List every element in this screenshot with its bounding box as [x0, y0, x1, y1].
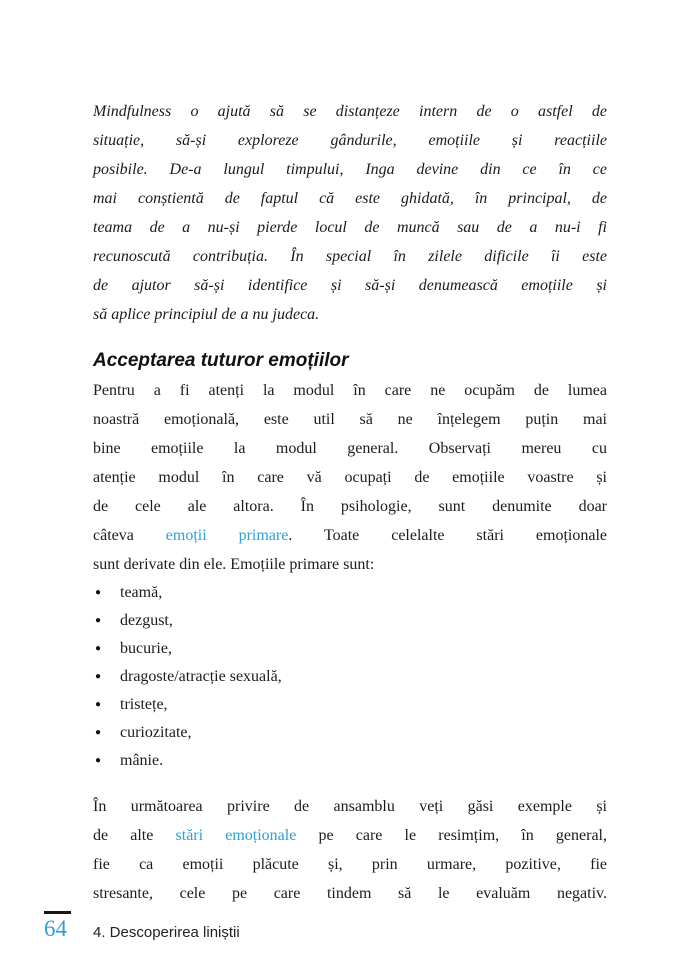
text-line: de ajutor să-și identifice și să-și denumească emoțiile și: [93, 277, 607, 294]
list-item: ● teamă,: [93, 579, 607, 607]
chapter-footer: 4. Descoperirea liniștii: [93, 924, 240, 941]
list-item: ● mânie.: [93, 747, 607, 775]
text-fragment: pe care le resimțim, în general,: [296, 827, 607, 844]
text-line: fie ca emoții plăcute și, prin urmare, pozitive, fie: [93, 856, 607, 873]
intro-paragraph: [93, 97, 607, 329]
list-item: ● curiozitate,: [93, 719, 607, 747]
outro-paragraph: [93, 792, 607, 908]
text-line: mai conștientă de faptul că este ghidată, în principal, de: [93, 190, 607, 207]
text-line: de cele ale altora. În psihologie, sunt denumite doar: [93, 498, 607, 515]
page-number-rule: [44, 911, 71, 914]
text-line: noastră emoțională, este util să ne înțelegem puțin mai: [93, 411, 607, 428]
text-line: Pentru a fi atenți la modul în care ne ocupăm de lumea: [93, 382, 607, 399]
text-line: posibile. De-a lungul timpului, Inga devine din ce în ce: [93, 161, 607, 178]
text-fragment: câteva: [93, 527, 166, 544]
emotion-list: [93, 579, 607, 775]
page-number: 64: [44, 916, 67, 941]
text-line: să aplice principiul de a nu judeca.: [93, 306, 320, 323]
section-heading: Acceptarea tuturor emoțiilor: [93, 350, 349, 371]
list-item: ● tristețe,: [93, 691, 607, 719]
link-emotii-primare[interactable]: emoții primare: [165, 527, 289, 544]
link-stari-emotionale[interactable]: stări emoționale: [175, 827, 297, 844]
text-line: bine emoțiile la modul general. Observați mereu cu: [93, 440, 607, 457]
text-line: [93, 521, 607, 550]
text-line: recunoscută contribuția. În special în zilele dificile îi este: [93, 248, 607, 265]
page-number-block: [44, 911, 71, 941]
text-line: Mindfulness o ajută să se distanțeze intern de o astfel de: [93, 103, 607, 120]
text-fragment: . Toate celelalte stări emoționale: [288, 527, 607, 544]
text-line: atenție modul în care vă ocupați de emoțiile voastre și: [93, 469, 607, 486]
text-line: În următoarea privire de ansamblu veți găsi exemple și: [93, 798, 607, 815]
text-line: situație, să-și exploreze gândurile, emoțiile și reacțiile: [93, 132, 607, 149]
text-fragment: de alte: [93, 827, 176, 844]
body-paragraph: [93, 376, 607, 579]
text-line: stresante, cele pe care tindem să le evaluăm negativ.: [93, 885, 607, 902]
list-item: ● dragoste/atracție sexuală,: [93, 663, 607, 691]
text-line: sunt derivate din ele. Emoțiile primare sunt:: [93, 556, 375, 573]
list-item: ● bucurie,: [93, 635, 607, 663]
text-line: [93, 821, 607, 850]
text-line: teama de a nu-și pierde locul de muncă sau de a nu-i fi: [93, 219, 607, 236]
text-block: [93, 97, 607, 908]
list-item: ● dezgust,: [93, 607, 607, 635]
